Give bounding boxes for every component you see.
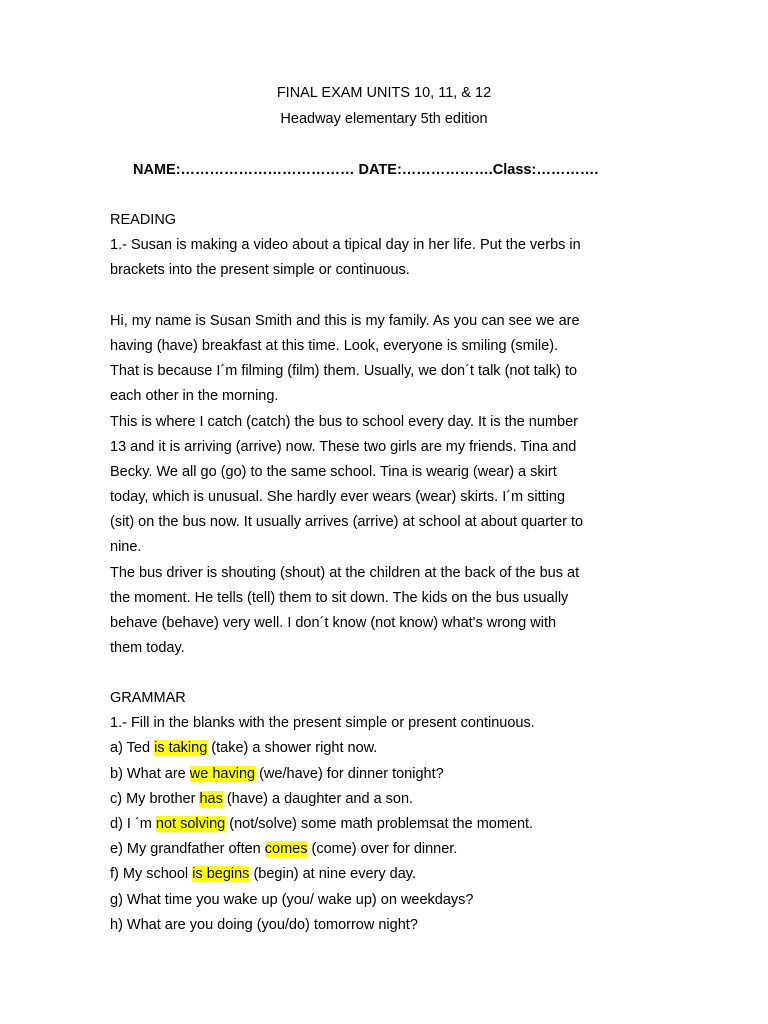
reading-line: brackets into the present simple or continuous. xyxy=(110,262,410,279)
reading-line: today, which is unusual. She hardly ever wears (wear) skirts. I´m sitting xyxy=(110,489,566,506)
grammar-section xyxy=(110,686,670,938)
reading-text xyxy=(110,233,670,661)
grammar-item xyxy=(110,762,670,787)
reading-line: each other in the morning. xyxy=(110,388,279,405)
grammar-heading: GRAMMAR xyxy=(110,690,186,706)
reading-line: (sit) on the bus now. It usually arrives (arrive) at school at about quarter to xyxy=(110,514,584,531)
grammar-item-text: g) What time you wake up (you/ wake up) on weekdays? xyxy=(110,891,474,908)
grammar-item-text: c) My brother xyxy=(110,790,200,807)
reading-line xyxy=(110,284,670,309)
exam-subtitle: Headway elementary 5th edition xyxy=(280,111,488,127)
grammar-item xyxy=(110,736,670,761)
grammar-item-text: (have) a daughter and a son. xyxy=(222,790,414,807)
grammar-item-text: (begin) at nine every day. xyxy=(249,866,416,883)
reading-line: 13 and it is arriving (arrive) now. These two girls are my friends. Tina and xyxy=(110,438,577,455)
grammar-item-text: (we/have) for dinner tonight? xyxy=(255,765,444,782)
highlighted-answer: not solving xyxy=(155,815,226,832)
grammar-item xyxy=(110,888,670,913)
grammar-instruction: 1.- Fill in the blanks with the present simple or present continuous. xyxy=(110,715,535,732)
highlighted-answer: is begins xyxy=(192,866,250,883)
reading-line: them today. xyxy=(110,640,185,657)
name-date-class-line: NAME:……………………………… DATE:……………….Class:…………. xyxy=(133,162,599,178)
reading-section xyxy=(110,208,670,661)
grammar-item-text: (take) a shower right now. xyxy=(207,740,378,757)
highlighted-answer: we having xyxy=(189,765,256,782)
reading-line: Becky. We all go (go) to the same school. Tina is wearig (wear) a skirt xyxy=(110,463,557,480)
grammar-item-text: (not/solve) some math problemsat the moment. xyxy=(225,815,534,832)
highlighted-answer: has xyxy=(199,790,223,807)
reading-heading: READING xyxy=(110,212,177,228)
grammar-item-text: d) I ´m xyxy=(110,815,156,832)
grammar-item xyxy=(110,913,670,938)
grammar-item xyxy=(110,862,670,887)
reading-line: That is because I´m filming (film) them. Usually, we don´t talk (not talk) to xyxy=(110,363,578,380)
reading-line: behave (behave) very well. I don´t know (not know) what's wrong with xyxy=(110,615,557,631)
reading-line: nine. xyxy=(110,539,142,556)
grammar-item xyxy=(110,812,670,837)
exam-title: FINAL EXAM UNITS 10, 11, & 12 xyxy=(276,85,492,101)
grammar-item-text: (come) over for dinner. xyxy=(307,841,458,858)
reading-line: 1.- Susan is making a video about a tipical day in her life. Put the verbs in xyxy=(110,237,581,254)
grammar-item-text: a) Ted xyxy=(110,740,155,757)
grammar-items xyxy=(110,736,670,938)
grammar-item xyxy=(110,837,670,862)
grammar-item xyxy=(110,787,670,812)
grammar-item-text: h) What are you doing (you/do) tomorrow night? xyxy=(110,916,418,933)
reading-line: Hi, my name is Susan Smith and this is my family. As you can see we are xyxy=(110,312,580,329)
highlighted-answer: is taking xyxy=(154,740,208,757)
highlighted-answer: comes xyxy=(264,841,308,858)
reading-line: This is where I catch (catch) the bus to school every day. It is the number xyxy=(110,413,578,430)
grammar-item-text: f) My school xyxy=(110,866,193,883)
grammar-item-text: e) My grandfather often xyxy=(110,841,265,858)
reading-line: having (have) breakfast at this time. Look, everyone is smiling (smile). xyxy=(110,337,559,354)
grammar-item-text: b) What are xyxy=(110,765,190,782)
reading-line: the moment. He tells (tell) them to sit down. The kids on the bus usually xyxy=(110,589,569,606)
reading-line: The bus driver is shouting (shout) at the children at the back of the bus at xyxy=(110,564,580,581)
